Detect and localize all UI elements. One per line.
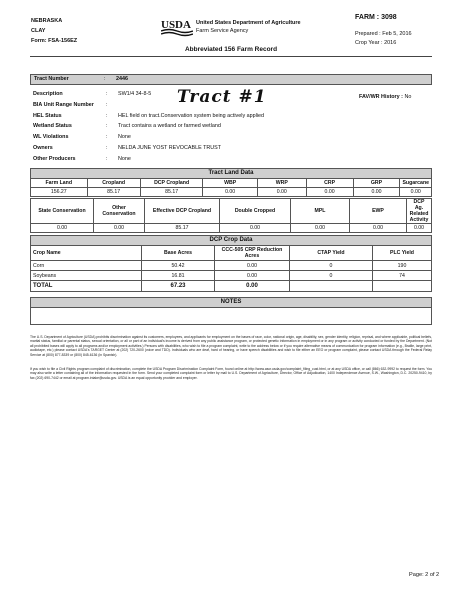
- total-label: TOTAL: [31, 281, 142, 292]
- land-data-table-1: [30, 178, 432, 197]
- favwr-label: FAV/WR History :: [359, 94, 403, 100]
- col-header: Other Conservation: [94, 199, 145, 224]
- col-header: GRP: [353, 179, 400, 188]
- table-cell: 0.00: [257, 188, 306, 197]
- table-cell: 0.00: [215, 261, 290, 271]
- total-base-acres: 67.23: [142, 281, 215, 292]
- tract-number-band: Tract Number : 2446: [30, 74, 432, 85]
- field-value: HEL field on tract.Conservation system being actively applied: [118, 112, 265, 119]
- prepared-value: Feb 5, 2016: [382, 31, 412, 37]
- table-cell: 0.00: [400, 188, 432, 197]
- col-header: DCP Cropland: [140, 179, 203, 188]
- table-cell: 50.42: [142, 261, 215, 271]
- col-header: Base Acres: [142, 246, 215, 261]
- total-row: [31, 281, 432, 292]
- prepared-label: Prepared :: [355, 31, 381, 37]
- col-header: EWP: [350, 199, 407, 224]
- usda-logo-text: USDA: [161, 19, 191, 31]
- table-cell: 0.00: [353, 188, 400, 197]
- field-label: WL Violations: [33, 134, 69, 141]
- table-cell: 85.17: [145, 224, 220, 233]
- table-cell: 0.00: [350, 224, 407, 233]
- tract-field-bia: BIA Unit Range Number :: [33, 100, 363, 111]
- complaint-statement: If you wish to file a Civil Rights program complaint of discrimination, complete the USDA Program Discrimination Complaint Form, found online at http://www.ascr.usda.gov/complaint_filing_cust.html, or at any USDA office, or call (866) 632-9992 to request the form. You may also write a letter containing all of the information requested in the form. Send your completed complaint form or letter by mail to U.S. Department of Agriculture, Director, Office of Adjudication, 1400 Independence Avenue, S.W., Washington, D.C. 20250-9410, by fax (202) 690-7442 or email at program.intake@usda.gov. USDA is an equal opportunity provider and employer.: [30, 367, 432, 380]
- header-location: [31, 16, 77, 46]
- table-cell: 85.17: [140, 188, 203, 197]
- field-label: Owners: [33, 145, 53, 151]
- total-ccc-acres: 0.00: [215, 281, 290, 292]
- col-header: Effective DCP Cropland: [145, 199, 220, 224]
- col-header: CRP: [306, 179, 353, 188]
- agency-title: United States Department of Agriculture: [196, 20, 301, 26]
- table-cell: 0: [290, 261, 373, 271]
- page-number: Page: 2 of 2: [409, 572, 440, 578]
- crop-data-title: DCP Crop Data: [30, 235, 432, 246]
- col-header: Sugarcane: [400, 179, 432, 188]
- favwr-value: No: [404, 94, 412, 100]
- agency-block: [196, 19, 301, 35]
- col-header: PLC Yield: [373, 246, 432, 261]
- table-cell: 16.81: [142, 271, 215, 281]
- field-value: None: [118, 134, 131, 141]
- table-cell: 74: [373, 271, 432, 281]
- col-header: WBP: [203, 179, 257, 188]
- table-cell: 0.00: [291, 224, 350, 233]
- table-cell: 0.00: [306, 188, 353, 197]
- field-value: None: [118, 155, 131, 162]
- land-data-value-row: [31, 188, 432, 197]
- field-value: NELDA JUNE YOST REVOCABLE TRUST: [118, 145, 222, 151]
- field-label: Wetland Status: [33, 123, 72, 130]
- table-cell: 0.00: [215, 271, 290, 281]
- col-header: MPL: [291, 199, 350, 224]
- handwritten-note: Tract #1: [177, 87, 267, 107]
- crop-year-value: 2016: [384, 40, 397, 46]
- tract-field-other-producers: Other Producers : None: [33, 154, 363, 165]
- farm-number-block: [355, 14, 397, 21]
- table-cell: 0.00: [94, 224, 145, 233]
- form-label: Form:: [31, 38, 47, 44]
- field-label: HEL Status: [33, 112, 62, 119]
- table-cell: 156.27: [31, 188, 88, 197]
- table-cell: 0.00: [203, 188, 257, 197]
- col-header: Crop Name: [31, 246, 142, 261]
- table-cell: Corn: [31, 261, 142, 271]
- table-cell: 0.00: [220, 224, 291, 233]
- table-cell: 0.00: [407, 224, 432, 233]
- tract-field-wetland: Wetland Status : Tract contains a wetland or farmed wetland: [33, 121, 363, 132]
- tract-field-description: Description : SW1/4 34-8-5: [33, 89, 363, 100]
- land-data-title: Tract Land Data: [30, 168, 432, 179]
- field-label: Description: [33, 91, 63, 97]
- crop-data-header-row: [31, 246, 432, 261]
- field-label: BIA Unit Range Number: [33, 101, 94, 108]
- field-label: Other Producers: [33, 155, 76, 162]
- county-name: CLAY: [31, 28, 46, 34]
- field-value: SW1/4 34-8-5: [118, 91, 152, 97]
- col-header: CCC-505 CRP Reduction Acres: [215, 246, 290, 261]
- form-code: FSA-156EZ: [48, 38, 78, 44]
- agency-subtitle: Farm Service Agency: [196, 28, 249, 34]
- table-cell: Soybeans: [31, 271, 142, 281]
- table-cell: 85.17: [87, 188, 140, 197]
- crop-year-label: Crop Year :: [355, 40, 383, 46]
- tract-field-owners: Owners : NELDA JUNE YOST REVOCABLE TRUST: [33, 143, 363, 154]
- favwr-history: [359, 94, 411, 100]
- farm-number: 3098: [381, 14, 397, 21]
- tract-field-wl-violations: WL Violations : None: [33, 132, 363, 143]
- notes-title: NOTES: [30, 297, 432, 308]
- nondiscrimination-statement: The U.S. Department of Agriculture (USDA) prohibits discrimination against its customers, employees, and applicants for employment on the bases of race, color, national origin, age, disability, sex, gender identity, religion, reprisal, and where applicable, political beliefs, marital status, familial or parental status, sexual orientation, or all or part of an individual's income is derived from any public assistance program, or protected genetic information in employment or in any program or activity conducted or funded by the Department. (Not all prohibited bases will apply to all programs and/or employment activities.) Persons with disabilities, who wish to file a program complaint, write to the address below or if you require alternative means of communication for program information (e.g., Braille, large print, audiotape, etc.) please contact USDA's TARGET Center at (202) 720-2600 (voice and TDD). Individuals who are deaf, hard of hearing, or have speech disabilities and wish to file either an EEO or program complaint, please contact USDA through the Federal Relay Service at (800) 877-8339 or (800) 845-6136 (in Spanish).: [30, 335, 432, 357]
- form-line: [31, 36, 77, 46]
- table-cell: 0: [290, 271, 373, 281]
- col-header: Farm Land: [31, 179, 88, 188]
- farm-label: FARM :: [355, 14, 380, 21]
- header-divider: [30, 56, 432, 57]
- table-row: [31, 271, 432, 281]
- col-header: DCP Ag. Related Activity: [407, 199, 432, 224]
- tract-details: [33, 89, 363, 165]
- land-data-header-row: [31, 199, 432, 224]
- state-name: NEBRASKA: [31, 18, 63, 24]
- field-value: Tract contains a wetland or farmed wetland: [118, 123, 221, 130]
- usda-logo: [161, 17, 193, 37]
- report-title: Abbreviated 156 Farm Record: [184, 46, 278, 53]
- tract-number-value: 2446: [116, 76, 128, 82]
- table-row: [31, 261, 432, 271]
- table-cell: 0.00: [31, 224, 94, 233]
- col-header: Double Cropped: [220, 199, 291, 224]
- col-header: Cropland: [87, 179, 140, 188]
- col-header: State Conservation: [31, 199, 94, 224]
- land-data-table-2: [30, 198, 432, 233]
- notes-box: [30, 307, 432, 325]
- land-data-header-row: [31, 179, 432, 188]
- land-data-value-row: [31, 224, 432, 233]
- col-header: CTAP Yield: [290, 246, 373, 261]
- tract-field-hel: HEL Status : HEL field on tract.Conservation system being actively applied: [33, 111, 363, 122]
- table-cell: 190: [373, 261, 432, 271]
- col-header: WRP: [257, 179, 306, 188]
- crop-data-table: [30, 245, 432, 292]
- tract-number-label: Tract Number: [34, 76, 69, 82]
